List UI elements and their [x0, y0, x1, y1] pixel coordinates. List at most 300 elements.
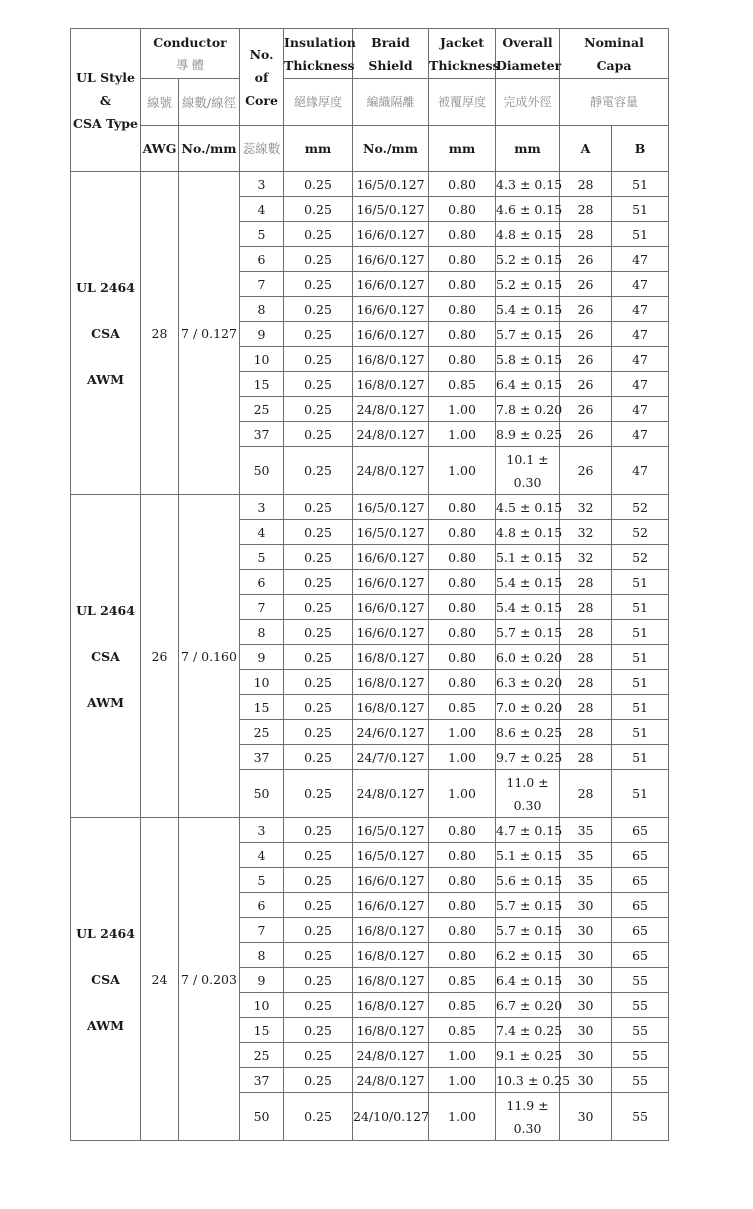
cell-capa-b: 47 — [612, 422, 669, 447]
header-braid-line1: Braid — [371, 34, 410, 50]
cell-capa-a: 28 — [560, 770, 612, 818]
group-style-line: AWM — [87, 371, 124, 387]
group-style-cell — [71, 495, 141, 818]
cell-capa-b: 51 — [612, 670, 669, 695]
cell-diameter: 11.0 ± 0.30 — [496, 770, 560, 818]
cell-diameter: 5.7 ± 0.15 — [496, 918, 560, 943]
cell-diameter: 8.9 ± 0.25 — [496, 422, 560, 447]
cell-diameter: 4.7 ± 0.15 — [496, 818, 560, 843]
cell-capa-b: 65 — [612, 868, 669, 893]
cell-insulation: 0.25 — [284, 172, 353, 197]
cell-core: 7 — [240, 595, 284, 620]
cell-jacket: 0.80 — [429, 322, 496, 347]
cell-braid: 16/6/0.127 — [353, 545, 429, 570]
cell-capa-a: 30 — [560, 943, 612, 968]
group-no-mm-cell: 7 / 0.127 — [179, 172, 240, 495]
group-style-gap — [71, 299, 140, 322]
cell-insulation: 0.25 — [284, 372, 353, 397]
cell-core: 4 — [240, 520, 284, 545]
cell-capa-a: 28 — [560, 720, 612, 745]
cell-braid: 16/6/0.127 — [353, 868, 429, 893]
header-conductor — [141, 29, 240, 79]
cell-diameter: 5.2 ± 0.15 — [496, 247, 560, 272]
cell-core: 8 — [240, 943, 284, 968]
cell-braid: 16/8/0.127 — [353, 968, 429, 993]
header-unit-mm-insulation: mm — [284, 126, 353, 172]
cell-insulation: 0.25 — [284, 1043, 353, 1068]
cell-capa-b: 47 — [612, 247, 669, 272]
cell-capa-b: 51 — [612, 620, 669, 645]
cell-capa-b: 51 — [612, 595, 669, 620]
cell-braid: 16/8/0.127 — [353, 645, 429, 670]
cell-capa-a: 35 — [560, 868, 612, 893]
cell-diameter: 6.4 ± 0.15 — [496, 372, 560, 397]
cell-jacket: 0.80 — [429, 545, 496, 570]
header-jacket — [429, 29, 500, 79]
cell-jacket: 0.85 — [429, 993, 496, 1018]
cell-core: 3 — [240, 818, 284, 843]
cell-capa-a: 28 — [560, 172, 612, 197]
header-ul-style-line1: UL Style — [76, 69, 135, 85]
cell-capa-a: 26 — [560, 347, 612, 372]
cell-braid: 16/6/0.127 — [353, 322, 429, 347]
cell-capa-b: 51 — [612, 695, 669, 720]
cell-insulation: 0.25 — [284, 943, 353, 968]
cell-diameter: 5.1 ± 0.15 — [496, 843, 560, 868]
table-row — [71, 818, 669, 843]
cell-braid: 16/5/0.127 — [353, 818, 429, 843]
cell-braid: 16/6/0.127 — [353, 570, 429, 595]
cell-capa-b: 51 — [612, 197, 669, 222]
cell-diameter: 4.6 ± 0.15 — [496, 197, 560, 222]
cell-core: 10 — [240, 993, 284, 1018]
cell-capa-a: 28 — [560, 695, 612, 720]
cell-diameter: 6.0 ± 0.20 — [496, 645, 560, 670]
cell-core: 8 — [240, 297, 284, 322]
header-insulation-line2: Thickness — [284, 57, 355, 73]
cell-braid: 24/8/0.127 — [353, 397, 429, 422]
cell-insulation: 0.25 — [284, 570, 353, 595]
cell-diameter: 5.7 ± 0.15 — [496, 893, 560, 918]
cell-insulation: 0.25 — [284, 1093, 353, 1141]
cell-core: 15 — [240, 695, 284, 720]
cell-core: 37 — [240, 422, 284, 447]
cell-braid: 16/6/0.127 — [353, 272, 429, 297]
cell-braid: 24/8/0.127 — [353, 770, 429, 818]
cell-capa-a: 30 — [560, 893, 612, 918]
group-awg-cell: 24 — [141, 818, 179, 1141]
cell-insulation: 0.25 — [284, 545, 353, 570]
cell-capa-b: 47 — [612, 447, 669, 495]
cell-core: 7 — [240, 272, 284, 297]
header-insulation — [284, 29, 356, 79]
cell-jacket: 0.80 — [429, 222, 496, 247]
cell-diameter: 9.1 ± 0.25 — [496, 1043, 560, 1068]
cell-insulation: 0.25 — [284, 695, 353, 720]
cell-diameter: 11.9 ± 0.30 — [496, 1093, 560, 1141]
group-style-line: CSA — [91, 971, 120, 987]
cell-insulation: 0.25 — [284, 347, 353, 372]
header-awg-cjk: 線號 — [141, 79, 179, 126]
cell-capa-a: 26 — [560, 422, 612, 447]
cell-core: 50 — [240, 447, 284, 495]
cell-capa-b: 52 — [612, 520, 669, 545]
cell-capa-a: 28 — [560, 620, 612, 645]
header-insulation-cjk: 絕緣厚度 — [284, 79, 353, 126]
group-style-line: CSA — [91, 648, 120, 664]
cell-braid: 16/5/0.127 — [353, 495, 429, 520]
cell-capa-b: 47 — [612, 347, 669, 372]
cell-insulation: 0.25 — [284, 297, 353, 322]
cell-capa-a: 30 — [560, 1018, 612, 1043]
cell-jacket: 0.80 — [429, 670, 496, 695]
cell-insulation: 0.25 — [284, 843, 353, 868]
cell-jacket: 0.80 — [429, 645, 496, 670]
cell-braid: 16/8/0.127 — [353, 1018, 429, 1043]
header-nominal-line1: Nominal — [584, 34, 644, 50]
cell-braid: 24/8/0.127 — [353, 1043, 429, 1068]
header-overall-line2: Diameter — [496, 57, 562, 73]
group-style-gap — [71, 668, 140, 691]
cell-jacket: 1.00 — [429, 397, 496, 422]
cell-insulation: 0.25 — [284, 1018, 353, 1043]
cell-insulation: 0.25 — [284, 1068, 353, 1093]
cell-braid: 24/8/0.127 — [353, 422, 429, 447]
group-style-gap — [71, 991, 140, 1014]
cell-diameter: 5.4 ± 0.15 — [496, 297, 560, 322]
cell-diameter: 10.3 ± 0.25 — [496, 1068, 560, 1093]
cell-diameter: 6.3 ± 0.20 — [496, 670, 560, 695]
header-unit-mm-jacket: mm — [429, 126, 496, 172]
cell-core: 37 — [240, 1068, 284, 1093]
cell-core: 4 — [240, 843, 284, 868]
header-unit-b: B — [612, 126, 669, 172]
cell-insulation: 0.25 — [284, 720, 353, 745]
cell-insulation: 0.25 — [284, 197, 353, 222]
header-unit-a: A — [560, 126, 612, 172]
cable-spec-table — [70, 28, 669, 1141]
group-style-line: UL 2464 — [76, 925, 135, 941]
cell-capa-a: 32 — [560, 545, 612, 570]
cell-braid: 16/6/0.127 — [353, 595, 429, 620]
cell-capa-a: 30 — [560, 1068, 612, 1093]
cell-capa-b: 47 — [612, 322, 669, 347]
cell-braid: 16/8/0.127 — [353, 670, 429, 695]
cell-jacket: 0.80 — [429, 495, 496, 520]
cell-insulation: 0.25 — [284, 745, 353, 770]
group-style-gap — [71, 945, 140, 968]
header-nominal-line2: Capa — [596, 57, 632, 73]
cell-core: 25 — [240, 1043, 284, 1068]
header-nominal-cjk: 靜電容量 — [560, 79, 669, 126]
cell-core: 25 — [240, 397, 284, 422]
header-no-of-core-line3: Core — [245, 92, 278, 108]
cell-capa-b: 47 — [612, 372, 669, 397]
cell-jacket: 0.80 — [429, 595, 496, 620]
header-unit-mm-overall: mm — [496, 126, 560, 172]
header-jacket-line1: Jacket — [440, 34, 485, 50]
cell-capa-a: 35 — [560, 843, 612, 868]
group-style-line: CSA — [91, 325, 120, 341]
cell-capa-b: 65 — [612, 893, 669, 918]
cell-capa-b: 51 — [612, 770, 669, 818]
cell-diameter: 5.1 ± 0.15 — [496, 545, 560, 570]
cell-diameter: 5.8 ± 0.15 — [496, 347, 560, 372]
header-no-of-core-line2: of — [254, 69, 269, 85]
cell-jacket: 1.00 — [429, 447, 496, 495]
cell-capa-a: 26 — [560, 272, 612, 297]
cell-insulation: 0.25 — [284, 868, 353, 893]
header-jacket-line2: Thickness — [429, 57, 500, 73]
group-style-gap — [71, 622, 140, 645]
cell-insulation: 0.25 — [284, 818, 353, 843]
cell-insulation: 0.25 — [284, 968, 353, 993]
cell-capa-a: 28 — [560, 570, 612, 595]
cell-jacket: 0.80 — [429, 247, 496, 272]
cell-diameter: 7.0 ± 0.20 — [496, 695, 560, 720]
cell-capa-b: 51 — [612, 570, 669, 595]
header-ul-style — [71, 29, 141, 172]
cell-diameter: 5.6 ± 0.15 — [496, 868, 560, 893]
cell-diameter: 10.1 ± 0.30 — [496, 447, 560, 495]
cell-core: 9 — [240, 645, 284, 670]
cell-capa-a: 30 — [560, 968, 612, 993]
cell-insulation: 0.25 — [284, 422, 353, 447]
cell-braid: 16/8/0.127 — [353, 695, 429, 720]
cell-capa-a: 32 — [560, 520, 612, 545]
cell-capa-a: 28 — [560, 645, 612, 670]
cell-core: 15 — [240, 1018, 284, 1043]
cell-braid: 24/7/0.127 — [353, 745, 429, 770]
group-awg-cell: 28 — [141, 172, 179, 495]
cell-diameter: 6.2 ± 0.15 — [496, 943, 560, 968]
cell-diameter: 5.2 ± 0.15 — [496, 272, 560, 297]
cell-jacket: 0.80 — [429, 570, 496, 595]
cell-insulation: 0.25 — [284, 620, 353, 645]
header-unit-no-mm: No./mm — [353, 126, 429, 172]
cell-insulation: 0.25 — [284, 222, 353, 247]
cell-diameter: 4.8 ± 0.15 — [496, 520, 560, 545]
cell-jacket: 1.00 — [429, 770, 496, 818]
cell-core: 5 — [240, 222, 284, 247]
cell-braid: 16/5/0.127 — [353, 520, 429, 545]
cell-jacket: 0.80 — [429, 843, 496, 868]
table-row — [71, 495, 669, 520]
table-header — [71, 29, 669, 172]
cell-diameter: 7.4 ± 0.25 — [496, 1018, 560, 1043]
cell-insulation: 0.25 — [284, 272, 353, 297]
group-style-line: AWM — [87, 694, 124, 710]
cell-capa-a: 30 — [560, 918, 612, 943]
cell-core: 5 — [240, 545, 284, 570]
header-braid — [353, 29, 429, 79]
cell-capa-b: 47 — [612, 297, 669, 322]
cell-jacket: 1.00 — [429, 422, 496, 447]
table-row — [71, 172, 669, 197]
cell-capa-a: 32 — [560, 495, 612, 520]
cell-diameter: 6.4 ± 0.15 — [496, 968, 560, 993]
header-braid-cjk: 編織隔離 — [353, 79, 429, 126]
cell-capa-a: 28 — [560, 670, 612, 695]
cell-diameter: 8.6 ± 0.25 — [496, 720, 560, 745]
cell-braid: 16/6/0.127 — [353, 297, 429, 322]
cell-insulation: 0.25 — [284, 893, 353, 918]
cell-core: 3 — [240, 495, 284, 520]
cell-braid: 16/6/0.127 — [353, 620, 429, 645]
cell-capa-b: 55 — [612, 1068, 669, 1093]
cell-jacket: 0.80 — [429, 918, 496, 943]
cell-jacket: 0.80 — [429, 620, 496, 645]
cell-jacket: 0.80 — [429, 520, 496, 545]
cell-jacket: 1.00 — [429, 1043, 496, 1068]
header-conductor-label: Conductor — [153, 34, 227, 50]
cell-jacket: 1.00 — [429, 1068, 496, 1093]
cell-capa-b: 65 — [612, 918, 669, 943]
cell-capa-a: 26 — [560, 247, 612, 272]
cell-insulation: 0.25 — [284, 918, 353, 943]
group-style-line: UL 2464 — [76, 279, 135, 295]
cell-braid: 16/6/0.127 — [353, 247, 429, 272]
cell-core: 6 — [240, 893, 284, 918]
cell-capa-b: 65 — [612, 943, 669, 968]
cell-core: 50 — [240, 1093, 284, 1141]
cell-braid: 16/8/0.127 — [353, 372, 429, 397]
cell-jacket: 0.80 — [429, 893, 496, 918]
header-no-of-core-line1: No. — [249, 46, 274, 62]
cell-diameter: 6.7 ± 0.20 — [496, 993, 560, 1018]
header-nominal — [560, 29, 669, 79]
cell-capa-a: 26 — [560, 297, 612, 322]
cell-insulation: 0.25 — [284, 495, 353, 520]
cell-insulation: 0.25 — [284, 595, 353, 620]
cell-insulation: 0.25 — [284, 322, 353, 347]
header-braid-line2: Shield — [368, 57, 413, 73]
cell-jacket: 0.80 — [429, 272, 496, 297]
cell-braid: 24/8/0.127 — [353, 447, 429, 495]
cell-jacket: 0.85 — [429, 372, 496, 397]
cell-capa-b: 65 — [612, 818, 669, 843]
cell-jacket: 1.00 — [429, 1093, 496, 1141]
cell-jacket: 1.00 — [429, 720, 496, 745]
cell-diameter: 5.4 ± 0.15 — [496, 595, 560, 620]
cell-jacket: 0.80 — [429, 868, 496, 893]
cell-braid: 24/10/0.127 — [353, 1093, 429, 1141]
cell-braid: 16/6/0.127 — [353, 222, 429, 247]
header-no-mm: No./mm — [179, 126, 240, 172]
cell-capa-a: 30 — [560, 1093, 612, 1141]
cell-insulation: 0.25 — [284, 770, 353, 818]
cell-capa-a: 26 — [560, 397, 612, 422]
cell-capa-a: 30 — [560, 993, 612, 1018]
cell-core: 10 — [240, 670, 284, 695]
cell-braid: 16/5/0.127 — [353, 197, 429, 222]
cell-capa-b: 55 — [612, 1043, 669, 1068]
header-overall-line1: Overall — [502, 34, 553, 50]
header-no-mm-cjk: 線數/線徑 — [179, 79, 240, 126]
cell-core: 8 — [240, 620, 284, 645]
group-no-mm-cell: 7 / 0.203 — [179, 818, 240, 1141]
cell-braid: 16/5/0.127 — [353, 172, 429, 197]
cell-capa-b: 55 — [612, 968, 669, 993]
cell-core: 15 — [240, 372, 284, 397]
group-awg-cell: 26 — [141, 495, 179, 818]
cell-core: 7 — [240, 918, 284, 943]
cell-capa-a: 35 — [560, 818, 612, 843]
cell-jacket: 0.85 — [429, 695, 496, 720]
header-conductor-cjk: 導 體 — [176, 57, 204, 72]
header-awg: AWG — [141, 126, 179, 172]
cell-capa-a: 26 — [560, 322, 612, 347]
cell-core: 6 — [240, 247, 284, 272]
cell-core: 9 — [240, 322, 284, 347]
cell-jacket: 0.85 — [429, 968, 496, 993]
cell-braid: 16/8/0.127 — [353, 347, 429, 372]
cell-braid: 16/8/0.127 — [353, 918, 429, 943]
cell-insulation: 0.25 — [284, 247, 353, 272]
cell-braid: 16/8/0.127 — [353, 993, 429, 1018]
cell-capa-b: 47 — [612, 272, 669, 297]
cell-braid: 24/6/0.127 — [353, 720, 429, 745]
cell-capa-b: 55 — [612, 993, 669, 1018]
cell-core: 50 — [240, 770, 284, 818]
cell-capa-b: 51 — [612, 720, 669, 745]
group-style-line: UL 2464 — [76, 602, 135, 618]
cell-diameter: 4.8 ± 0.15 — [496, 222, 560, 247]
cell-diameter: 7.8 ± 0.20 — [496, 397, 560, 422]
cell-insulation: 0.25 — [284, 397, 353, 422]
cell-capa-a: 28 — [560, 595, 612, 620]
cell-diameter: 4.5 ± 0.15 — [496, 495, 560, 520]
cell-diameter: 9.7 ± 0.25 — [496, 745, 560, 770]
table-body — [71, 172, 669, 1141]
cell-capa-b: 55 — [612, 1018, 669, 1043]
cell-core: 25 — [240, 720, 284, 745]
group-no-mm-cell: 7 / 0.160 — [179, 495, 240, 818]
cell-capa-a: 28 — [560, 197, 612, 222]
cell-jacket: 0.85 — [429, 1018, 496, 1043]
cell-braid: 16/5/0.127 — [353, 843, 429, 868]
cell-braid: 16/8/0.127 — [353, 943, 429, 968]
cell-capa-a: 26 — [560, 372, 612, 397]
header-jacket-cjk: 被覆厚度 — [429, 79, 496, 126]
cell-capa-b: 51 — [612, 222, 669, 247]
header-core-cjk: 蕊線數 — [240, 126, 284, 172]
cell-core: 6 — [240, 570, 284, 595]
header-ul-style-line2: & — [99, 92, 112, 108]
header-overall — [496, 29, 560, 79]
group-style-cell — [71, 172, 141, 495]
cell-jacket: 0.80 — [429, 818, 496, 843]
cell-diameter: 5.4 ± 0.15 — [496, 570, 560, 595]
cell-jacket: 0.80 — [429, 943, 496, 968]
cell-insulation: 0.25 — [284, 520, 353, 545]
cell-capa-b: 51 — [612, 645, 669, 670]
cell-capa-b: 52 — [612, 495, 669, 520]
group-style-gap — [71, 345, 140, 368]
cell-capa-b: 52 — [612, 545, 669, 570]
cell-braid: 24/8/0.127 — [353, 1068, 429, 1093]
cell-insulation: 0.25 — [284, 670, 353, 695]
cell-diameter: 5.7 ± 0.15 — [496, 322, 560, 347]
cell-capa-a: 28 — [560, 745, 612, 770]
cell-capa-b: 51 — [612, 172, 669, 197]
cell-capa-b: 51 — [612, 745, 669, 770]
cell-capa-a: 26 — [560, 447, 612, 495]
cell-insulation: 0.25 — [284, 993, 353, 1018]
group-style-cell — [71, 818, 141, 1141]
cell-core: 37 — [240, 745, 284, 770]
cell-capa-b: 55 — [612, 1093, 669, 1141]
